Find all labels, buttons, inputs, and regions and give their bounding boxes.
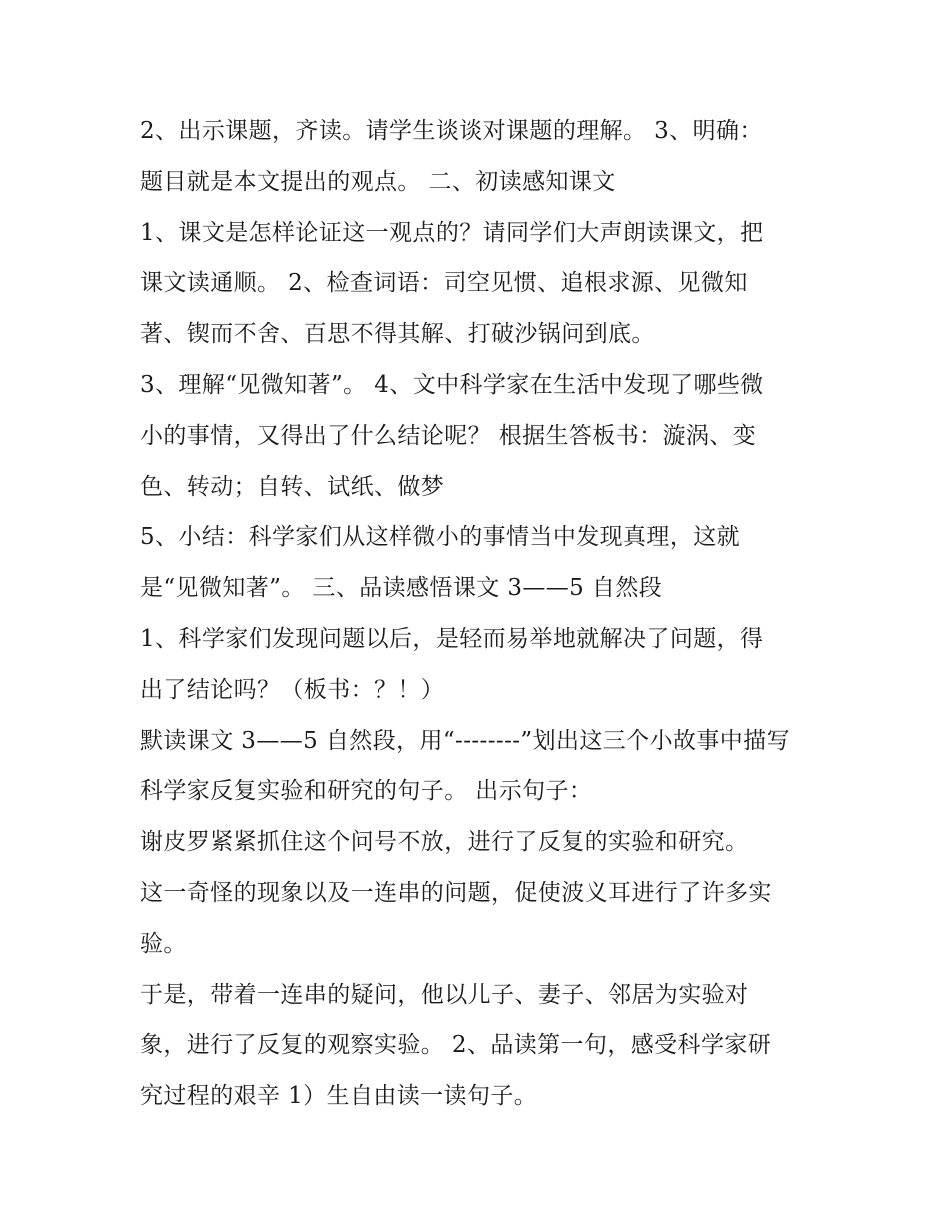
text-line: 这一奇怪的现象以及一连串的问题，促使波义耳进行了许多实: [140, 879, 772, 906]
text-line: 2、出示课题，齐读。请学生谈谈对课题的理解。 3、明确：: [140, 118, 763, 144]
text-line: 是“见微知著”。 三、品读感悟课文 3——5 自然段: [140, 575, 663, 602]
text-line: 验。: [140, 930, 187, 957]
text-line: 于是，带着一连串的疑问，他以儿子、妻子、邻居为实验对: [140, 981, 749, 1008]
text-line: 究过程的艰辛 1）生自由读一读句子。: [140, 1083, 538, 1110]
text-line: 1、课文是怎样论证这一观点的？请同学们大声朗读课文，把: [140, 219, 764, 246]
text-line: 3、理解“见微知著”。 4、文中科学家在生活中发现了哪些微: [140, 371, 764, 398]
text-line: 科学家反复实验和研究的句子。 出示句子：: [140, 778, 593, 805]
text-line: 1、科学家们发现问题以后，是轻而易举地就解决了问题，得: [140, 625, 764, 652]
text-line: 5、小结：科学家们从这样微小的事情当中发现真理，这就: [140, 524, 741, 551]
text-line: 默读课文 3——5 自然段，用“--------”划出这三个小故事中描写: [140, 727, 790, 754]
text-line: 谢皮罗紧紧抓住这个问号不放，进行了反复的实验和研究。: [140, 829, 749, 856]
text-line: 小的事情，又得出了什么结论呢？ 根据生答板书：漩涡、变: [140, 422, 757, 449]
text-line: 著、锲而不舍、百思不得其解、打破沙锅问到底。: [140, 321, 655, 348]
text-line: 象，进行了反复的观察实验。 2、品读第一句，感受科学家研: [140, 1032, 772, 1059]
text-line: 课文读通顺。 2、检查词语：司空见惯、追根求源、见微知: [140, 270, 748, 297]
text-line: 题目就是本文提出的观点。 二、初读感知课文: [140, 168, 616, 195]
text-line: 色、转动；自转、试纸、做梦: [140, 473, 445, 500]
text-line: 出了结论吗？（板书：？！）: [140, 676, 445, 703]
document-body: [140, 106, 820, 1122]
